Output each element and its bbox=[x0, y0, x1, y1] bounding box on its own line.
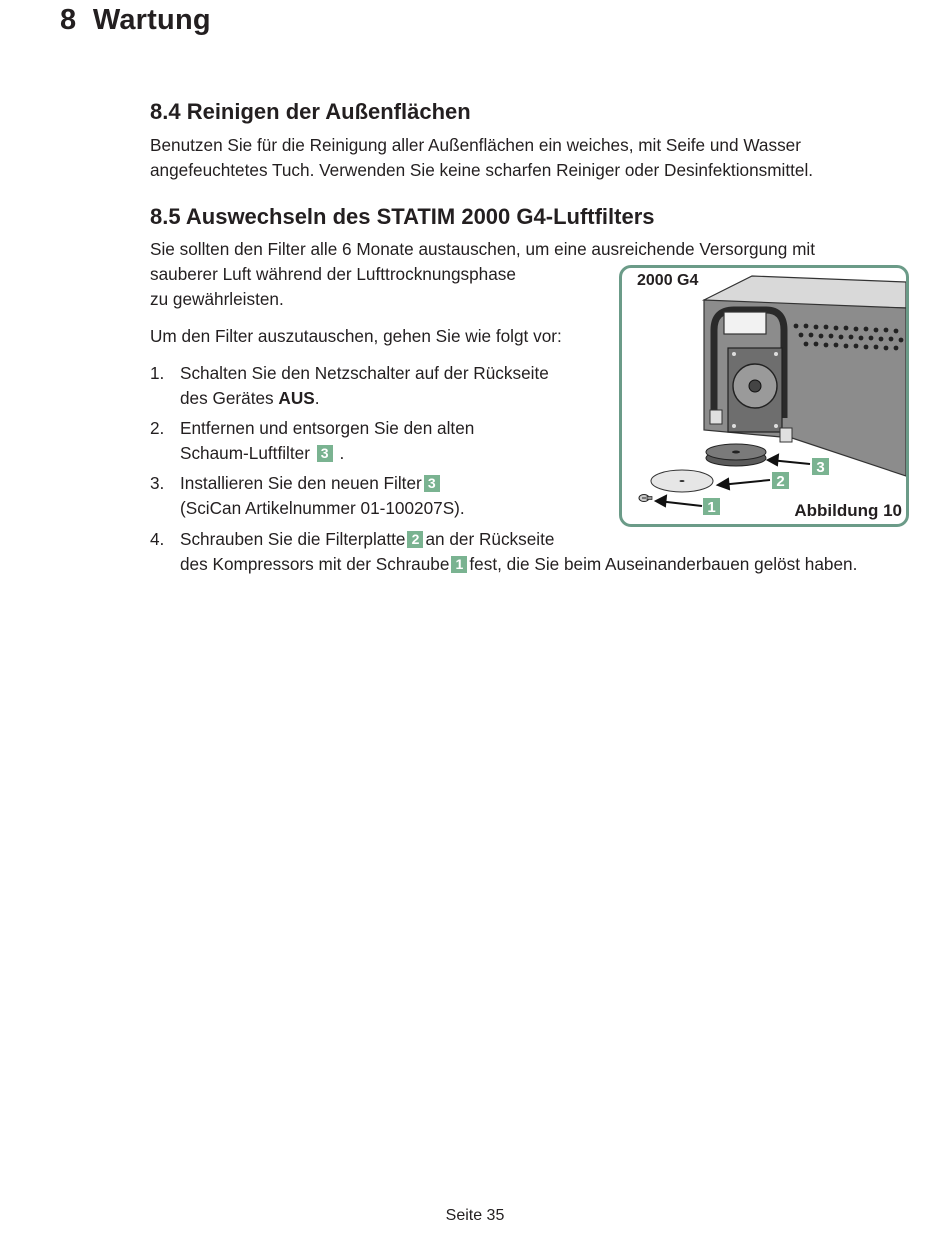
step-number: 4. bbox=[150, 529, 165, 549]
step-number: 2. bbox=[150, 418, 165, 438]
handle-label bbox=[724, 312, 766, 334]
step-number: 1. bbox=[150, 363, 165, 383]
figure-10 bbox=[619, 265, 909, 527]
step-line: (SciCan Artikelnummer 01-100207S). bbox=[180, 497, 465, 518]
step-number: 3. bbox=[150, 473, 165, 493]
step-line: Schaum-Luftfilter 3 . bbox=[180, 442, 345, 463]
callout-3 bbox=[812, 458, 829, 476]
step-line: Schalten Sie den Netzschalter auf der Rückseite bbox=[180, 363, 549, 383]
callout-badge: 1 bbox=[451, 556, 467, 573]
callout-1 bbox=[703, 498, 720, 516]
screw bbox=[639, 495, 652, 502]
figure-model-label: 2000 G4 bbox=[637, 272, 699, 289]
paragraph-line: zu gewährleisten. bbox=[150, 289, 284, 309]
callout-1-label: 1 bbox=[707, 499, 716, 516]
callout-2 bbox=[772, 472, 789, 490]
page-number: Seite 35 bbox=[445, 1207, 505, 1224]
callout-badge: 3 bbox=[424, 475, 440, 492]
paragraph-line: angefeuchtetes Tuch. Verwenden Sie keine scharfen Reiniger oder Desinfektionsmittel. bbox=[150, 160, 814, 180]
paragraph-line: Benutzen Sie für die Reinigung aller Außenflächen ein weiches, mit Seife und Wasser bbox=[150, 135, 801, 155]
chapter-title: 8 Wartung bbox=[60, 4, 211, 36]
step-3 bbox=[180, 471, 465, 520]
section-heading-8-4: 8.4 Reinigen der Außenflächen bbox=[150, 99, 471, 124]
step-4 bbox=[180, 527, 857, 576]
step-2 bbox=[180, 416, 474, 465]
callout-2-label: 2 bbox=[776, 473, 785, 490]
air-filter-illustration bbox=[622, 268, 906, 524]
step-line: des Gerätes AUS. bbox=[180, 387, 320, 408]
figure-caption: Abbildung 10 bbox=[794, 501, 902, 520]
step-line: Entfernen und entsorgen Sie den alten bbox=[180, 418, 475, 438]
step-line: des Kompressors mit der Schraube 1 fest, die Sie beim Auseinanderbauen gelöst haben. bbox=[180, 553, 858, 574]
paragraph-line: Sie sollten den Filter alle 6 Monate austauschen, um eine ausreichende Versorgung mit bbox=[150, 239, 815, 259]
callout-badge: 2 bbox=[407, 531, 423, 548]
step-line: Installieren Sie den neuen Filter 3 bbox=[180, 471, 465, 496]
steps-intro: Um den Filter auszutauschen, gehen Sie wie folgt vor: bbox=[150, 326, 562, 346]
emphasis-aus: AUS bbox=[278, 387, 315, 408]
step-1 bbox=[180, 361, 549, 410]
step-line: Schrauben Sie die Filterplatte 2 an der Rückseite bbox=[180, 529, 555, 549]
section-heading-8-5: 8.5 Auswechseln des STATIM 2000 G4-Luftfilters bbox=[150, 204, 655, 229]
callout-3-label: 3 bbox=[816, 459, 825, 476]
callout-badge: 3 bbox=[317, 445, 333, 462]
paragraph-line: sauberer Luft während der Lufttrocknungsphase bbox=[150, 264, 516, 284]
